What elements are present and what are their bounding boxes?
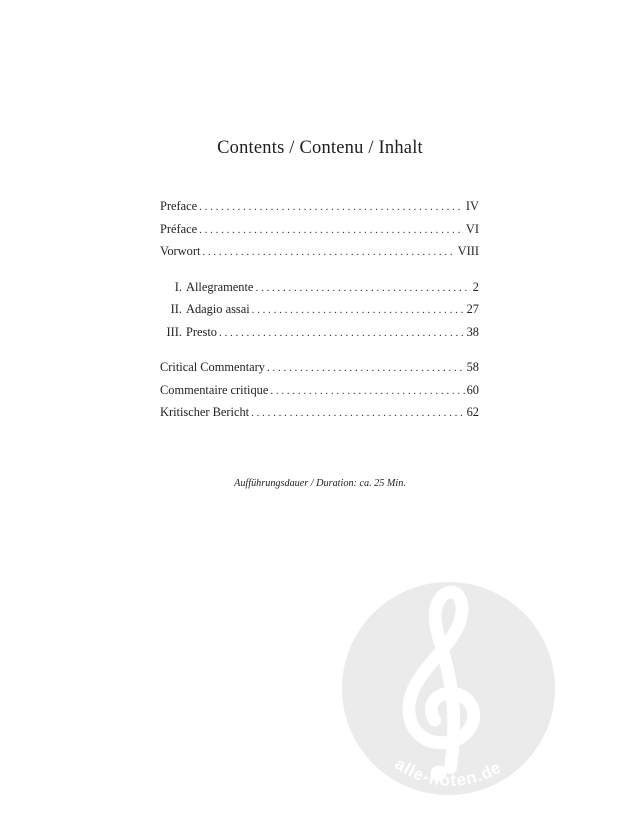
toc-entry-vorwort[interactable] <box>160 244 479 267</box>
toc-entry-preface[interactable] <box>160 199 479 222</box>
toc-group-commentary <box>160 360 479 428</box>
toc-group-prefaces <box>160 199 479 267</box>
movement-title: Allegramente <box>186 279 254 294</box>
movement-number: II. <box>170 302 182 316</box>
toc-entry-page: 27 <box>466 302 479 316</box>
dot-leader <box>199 201 464 213</box>
dot-leader <box>270 385 464 397</box>
toc-entry-page: 58 <box>466 360 479 374</box>
toc-entry-critical-commentary[interactable] <box>160 360 479 383</box>
toc-entry-page: 2 <box>472 279 479 294</box>
toc-entry-label: Préface <box>160 221 198 236</box>
toc-entry-page: 38 <box>466 324 479 339</box>
toc-entry-label: Vorwort <box>160 244 201 258</box>
dot-leader <box>199 224 464 236</box>
toc-entry-movement-2[interactable] <box>160 302 479 325</box>
toc-entry-preface-fr[interactable] <box>160 222 479 245</box>
toc-entry-label: Commentaire critique <box>160 382 269 397</box>
dot-leader <box>255 282 470 294</box>
watermark-logo <box>340 580 557 797</box>
toc-entry-movement-3[interactable] <box>160 325 479 348</box>
toc-entry-movement-1[interactable] <box>160 280 479 303</box>
movement-title: Adagio assai <box>186 302 250 316</box>
toc-entry-page: 62 <box>466 405 479 419</box>
watermark-text: alle-noten.de <box>391 754 505 790</box>
toc-entry-page: 60 <box>466 382 479 397</box>
dot-leader <box>251 407 464 419</box>
table-of-contents <box>160 199 479 441</box>
toc-entry-label <box>160 302 250 317</box>
toc-entry-commentaire-critique[interactable] <box>160 383 479 406</box>
toc-entry-kritischer-bericht[interactable] <box>160 405 479 428</box>
toc-entry-label: Critical Commentary <box>160 360 265 374</box>
toc-entry-label <box>160 280 253 295</box>
dot-leader <box>252 304 465 316</box>
toc-group-movements <box>160 280 479 348</box>
toc-entry-label: Kritischer Bericht <box>160 405 250 419</box>
movement-number: III. <box>166 324 182 339</box>
toc-entry-page: VI <box>465 221 479 236</box>
dot-leader <box>267 362 465 374</box>
page-title: Contents / Contenu / Inhalt <box>217 138 423 158</box>
toc-entry-label <box>160 325 217 340</box>
movement-title: Presto <box>186 324 217 339</box>
toc-entry-page: IV <box>465 199 479 213</box>
toc-entry-page: VIII <box>457 244 479 258</box>
dot-leader <box>202 246 455 258</box>
dot-leader <box>219 327 465 339</box>
performance-duration: Aufführungsdauer / Duration: ca. 25 Min. <box>234 478 406 489</box>
toc-entry-label: Preface <box>160 199 198 213</box>
movement-number: I. <box>174 279 182 294</box>
